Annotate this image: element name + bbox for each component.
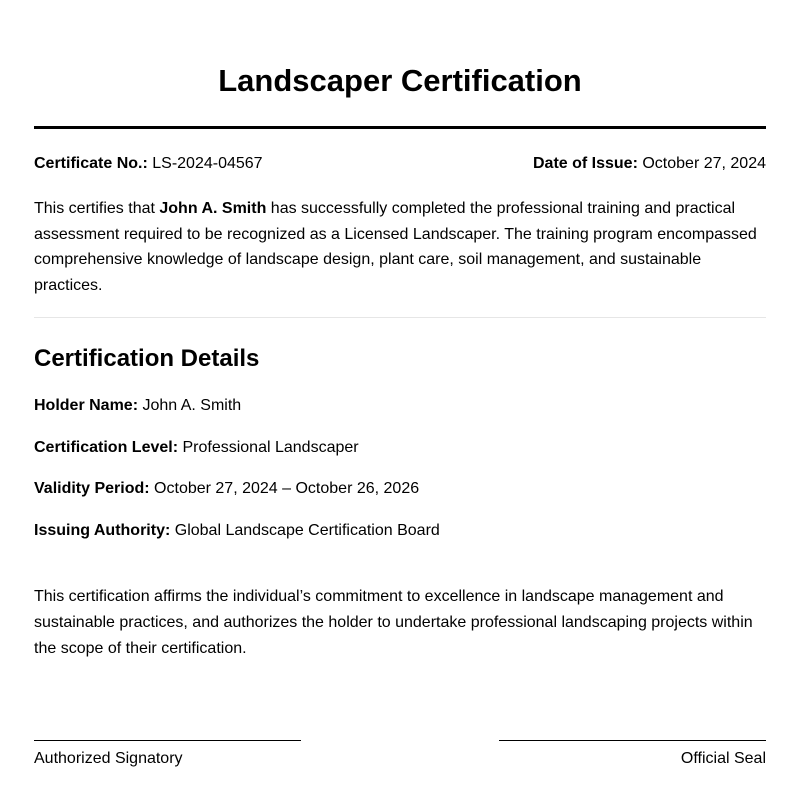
- certificate-title: Landscaper Certification: [218, 63, 582, 98]
- certificate-number-label: Certificate No.:: [34, 155, 148, 172]
- statement-body: has successfully completed the professional training and practical assessment required to be recognized as a Licensed Landscaper. The training program encompassed comprehensive knowledge of landscape design, plant care, soil management, and sustainable practices.: [34, 200, 757, 294]
- statement-holder-name: John A. Smith: [159, 200, 267, 217]
- certification-level-label: Certification Level:: [34, 439, 179, 456]
- detail-issuing-authority: [34, 521, 440, 541]
- section-divider: [34, 317, 766, 318]
- certificate-meta-row: [34, 154, 766, 174]
- title-divider: [34, 126, 766, 129]
- validity-period-value: October 27, 2024 – October 26, 2026: [154, 480, 420, 497]
- date-of-issue-value: October 27, 2024: [642, 155, 766, 172]
- signatory-line: [34, 740, 301, 741]
- detail-validity-period: [34, 479, 419, 499]
- detail-certification-level: [34, 438, 359, 458]
- issuing-authority-value: Global Landscape Certification Board: [174, 522, 440, 539]
- validity-period-label: Validity Period:: [34, 480, 150, 497]
- closing-statement: This certification affirms the individual’s commitment to excellence in landscape management and sustainable practices, and authorizes the holder to undertake professional landscaping projects within the scope of their certification.: [34, 588, 753, 657]
- certification-statement: [34, 196, 766, 298]
- date-of-issue-label: Date of Issue:: [532, 155, 638, 172]
- certificate-number: [34, 154, 263, 174]
- seal-label: Official Seal: [680, 750, 766, 767]
- holder-name-label: Holder Name:: [34, 397, 139, 414]
- certificate-number-value: LS-2024-04567: [152, 155, 263, 172]
- holder-name-value: John A. Smith: [142, 397, 242, 414]
- detail-holder-name: [34, 396, 241, 416]
- seal-line: [499, 740, 766, 741]
- issuing-authority-label: Issuing Authority:: [34, 522, 171, 539]
- signatory-label: Authorized Signatory: [34, 750, 183, 767]
- certification-level-value: Professional Landscaper: [182, 439, 359, 456]
- statement-prefix: This certifies that: [34, 200, 160, 217]
- details-heading: Certification Details: [34, 345, 260, 372]
- date-of-issue: [533, 154, 766, 174]
